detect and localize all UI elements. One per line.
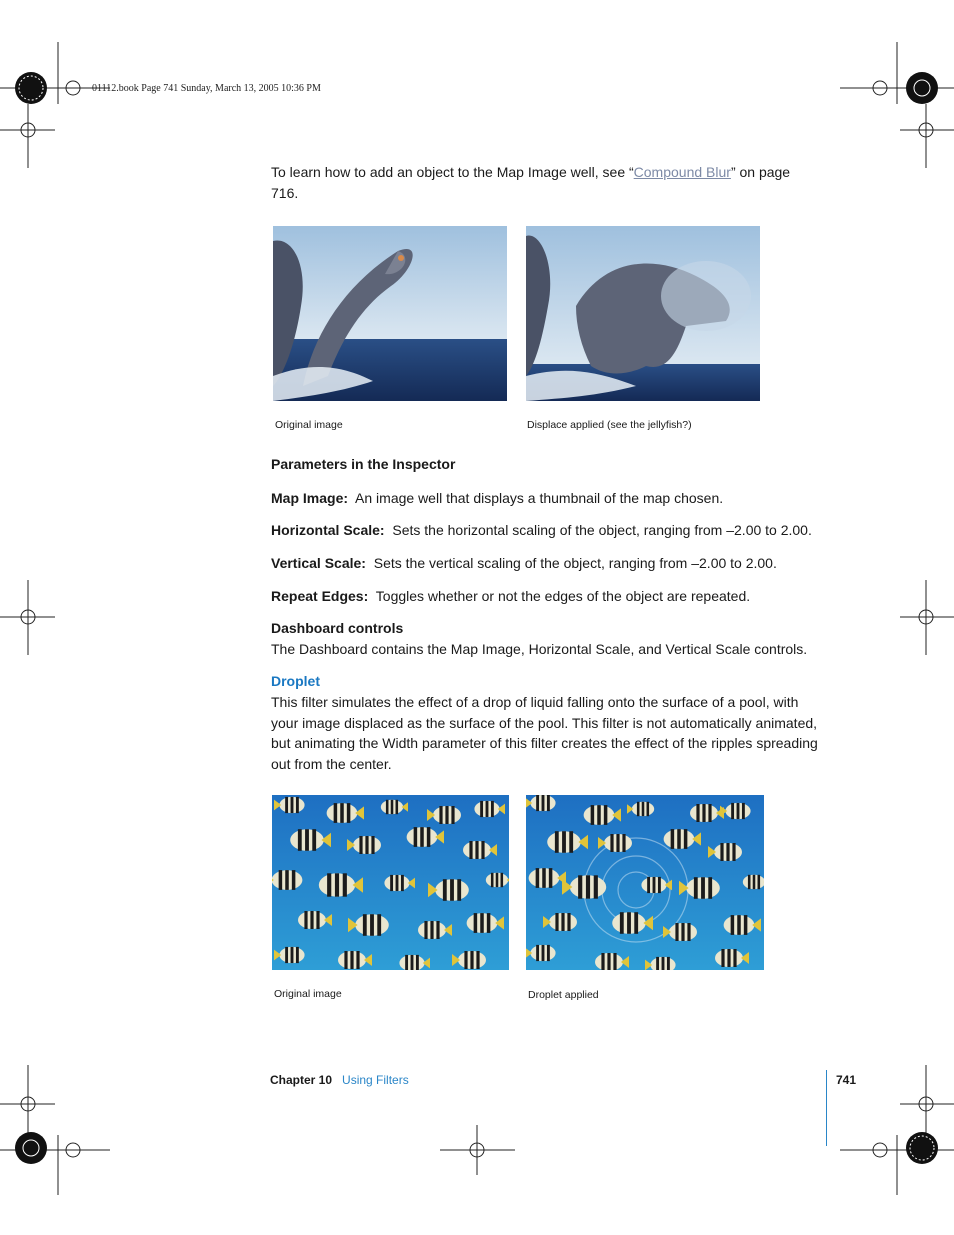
dolphin-original-image	[273, 226, 507, 401]
droplet-description: This filter simulates the effect of a drop of liquid falling onto the surface of a pool, with your image displaced as the surface of the pool. This filter is not automatically animated, but animating the Width parameter of this filter creates the effect of the ripples spreading out from the center.	[271, 694, 818, 772]
intro-paragraph	[271, 162, 791, 203]
dashboard-heading: Dashboard controls	[271, 620, 404, 636]
figure2-left-caption: Original image	[274, 988, 342, 1000]
droplet-section-title: Droplet	[271, 673, 320, 689]
dolphin-displace-image	[526, 226, 760, 401]
param-term: Horizontal Scale:	[271, 522, 385, 538]
footer-chapter-title: Using Filters	[342, 1073, 409, 1087]
parameters-heading: Parameters in the Inspector	[271, 456, 456, 472]
param-vertical-scale	[271, 553, 831, 574]
footer-chapter-number: Chapter 10	[270, 1073, 333, 1087]
param-term: Map Image:	[271, 490, 349, 506]
intro-text-before: To learn how to add an object to the Map Image well, see “	[271, 164, 634, 180]
figure1-left-caption: Original image	[275, 419, 343, 431]
param-map-image	[271, 488, 831, 509]
figure1-right-caption: Displace applied (see the jellyfish?)	[527, 419, 692, 431]
param-term: Vertical Scale:	[271, 555, 366, 571]
footer-chapter	[270, 1073, 409, 1087]
param-horizontal-scale	[271, 520, 851, 541]
fish-original-image	[272, 795, 509, 970]
footer-rule	[826, 1070, 827, 1146]
fish-droplet-image	[526, 795, 764, 970]
param-desc: Sets the horizontal scaling of the object, ranging from –2.00 to 2.00.	[392, 522, 812, 538]
dashboard-text: The Dashboard contains the Map Image, Horizontal Scale, and Vertical Scale controls.	[271, 641, 808, 657]
param-desc: Sets the vertical scaling of the object, ranging from –2.00 to 2.00.	[373, 555, 777, 571]
param-repeat-edges	[271, 586, 831, 607]
compound-blur-link[interactable]: Compound Blur	[633, 164, 731, 180]
figure2-right-caption: Droplet applied	[528, 989, 599, 1001]
intro-text-after: ” on page 716.	[271, 164, 791, 201]
print-header-stamp: 01112.book Page 741 Sunday, March 13, 2005 10:36 PM	[92, 83, 321, 94]
page-number: 741	[836, 1073, 857, 1087]
param-desc: An image well that displays a thumbnail of the map chosen.	[355, 490, 724, 506]
param-term: Repeat Edges:	[271, 588, 369, 604]
param-desc: Toggles whether or not the edges of the object are repeated.	[375, 588, 751, 604]
